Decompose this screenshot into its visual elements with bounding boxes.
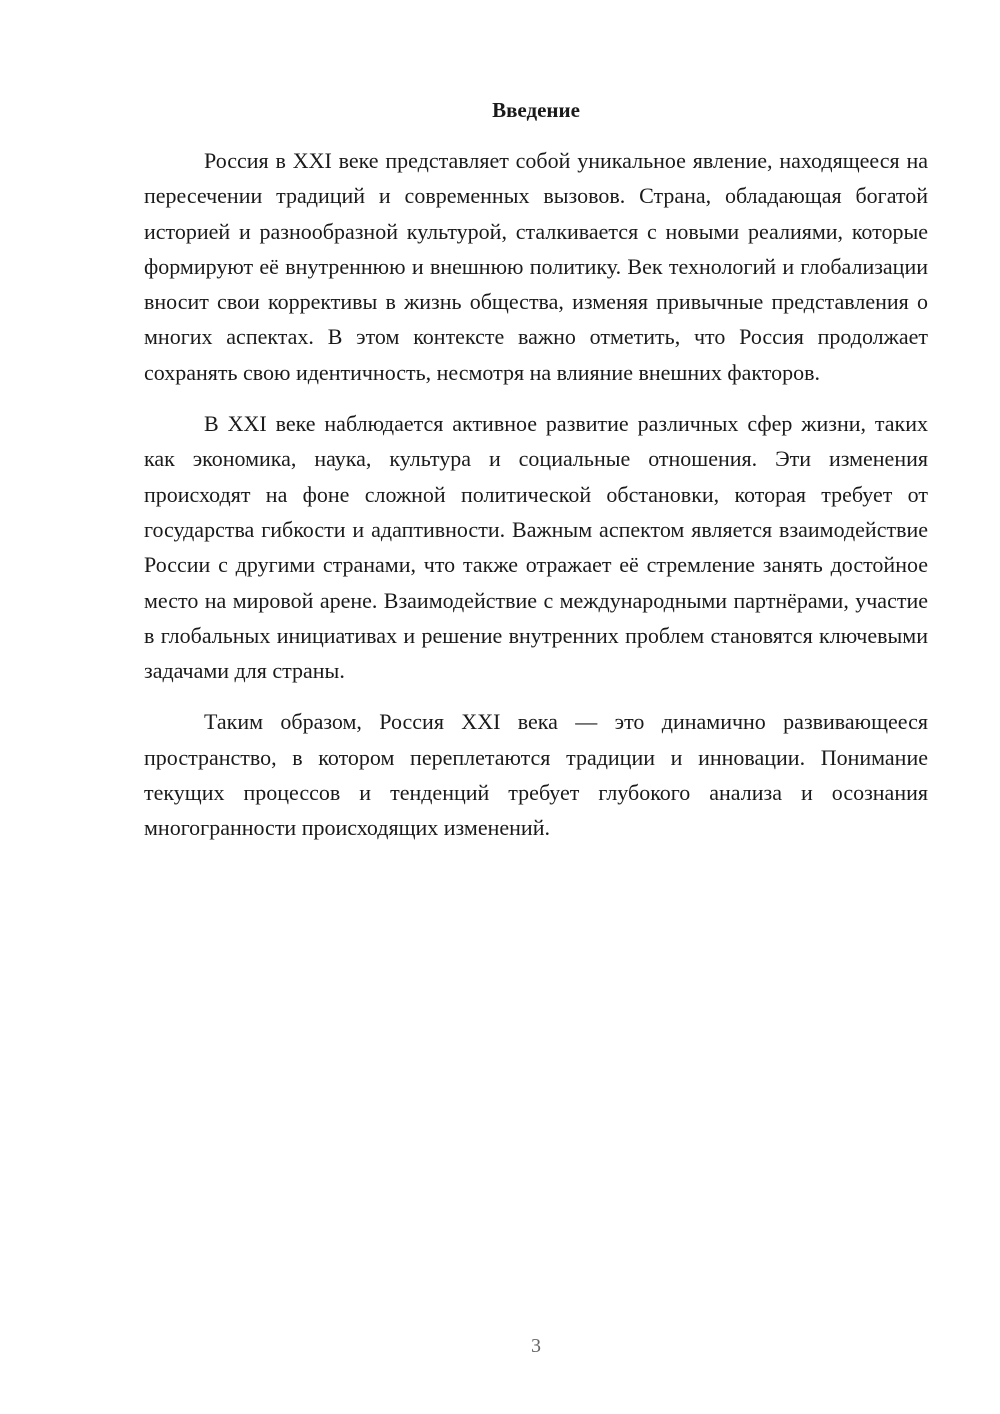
paragraph-2: В XXI веке наблюдается активное развитие различных сфер жизни, таких как экономика, наука, культура и социальные отношения. Эти изменения происходят на фоне сложной политической обстановки, которая требует от государства гибкости и адаптивности. Важным аспектом является взаимодействие России с другими странами, что также отражает её стремление занять достойное место на мировой арене. Взаимодействие с международными партнёрами, участие в глобальных инициативах и решение внутренних проблем становятся ключевыми задачами для страны. bbox=[144, 411, 928, 684]
page-content bbox=[144, 94, 928, 846]
page-number: 3 bbox=[531, 1335, 541, 1357]
section-heading: Введение bbox=[492, 98, 580, 122]
paragraph-1: Россия в XXI веке представляет собой уникальное явление, находящееся на пересечении традиций и современных вызовов. Страна, обладающая богатой историей и разнообразной культурой, сталкивается с новыми реалиями, которые формируют её внутреннюю и внешнюю политику. Век технологий и глобализации вносит свои коррективы в жизнь общества, изменяя привычные представления о многих аспектах. В этом контексте важно отметить, что Россия продолжает сохранять свою идентичность, несмотря на влияние внешних факторов. bbox=[144, 148, 928, 385]
paragraph-3: Таким образом, Россия XXI века — это динамично развивающееся пространство, в котором переплетаются традиции и инновации. Понимание текущих процессов и тенденций требует глубокого анализа и осознания многогранности происходящих изменений. bbox=[144, 709, 928, 841]
